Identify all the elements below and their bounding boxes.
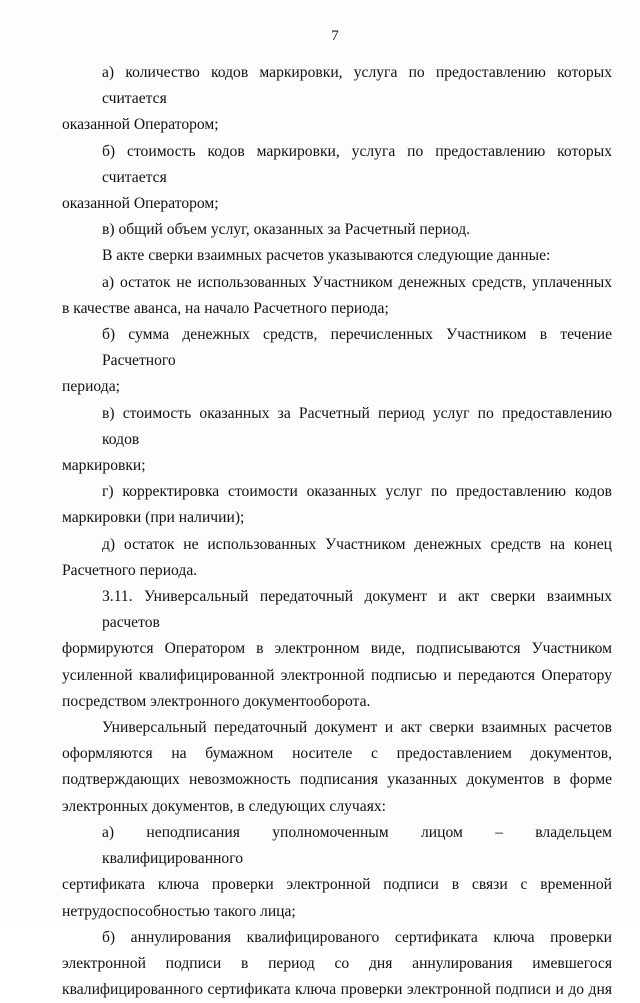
text-line: Расчетного периода. xyxy=(62,561,198,579)
text-line: б) аннулирования квалифицированого сертификата ключа проверки xyxy=(102,928,612,946)
paragraph-p7 xyxy=(62,401,612,480)
page-number: 7 xyxy=(331,28,339,44)
text-line: нетрудоспособностью такого лица; xyxy=(62,902,296,920)
text-line: электронной подписи в период со дня аннулирования имевшегося xyxy=(62,954,612,972)
text-line: маркировки; xyxy=(62,457,146,475)
text-line: усиленной квалифицированной электронной подписью и передаются Оператору xyxy=(62,666,612,684)
paragraph-p10 xyxy=(62,584,612,715)
paragraph-p8 xyxy=(62,479,612,531)
text-line: оказанной Оператором; xyxy=(62,116,219,134)
text-line: Универсальный передаточный документ и акт сверки взаимных расчетов xyxy=(102,719,612,737)
text-line: посредством электронного документооборота. xyxy=(62,692,371,710)
paragraph-p11 xyxy=(62,715,612,820)
text-line: а) остаток не использованных Участником денежных средств, уплаченных xyxy=(102,273,612,291)
text-line: подтверждающих невозможность подписания указанных документов в форме xyxy=(62,771,612,789)
document-body xyxy=(62,60,612,1003)
text-line: маркировки (при наличии); xyxy=(62,509,245,527)
text-line: сертификата ключа проверки электронной подписи в связи с временной xyxy=(62,876,612,894)
text-line: а) неподписания уполномоченным лицом – владельцем квалифицированного xyxy=(102,823,612,868)
text-line: оказанной Оператором; xyxy=(62,195,219,213)
paragraph-p12 xyxy=(62,820,612,925)
text-line: в качестве аванса, на начало Расчетного периода; xyxy=(62,299,389,317)
text-line: оформляются на бумажном носителе с предоставлением документов, xyxy=(62,745,612,763)
paragraph-p4 xyxy=(62,243,612,269)
text-line: периода; xyxy=(62,378,120,396)
text-line: в) стоимость оказанных за Расчетный период услуг по предоставлению кодов xyxy=(102,404,612,448)
paragraph-p9 xyxy=(62,532,612,584)
text-line: 3.11. Универсальный передаточный документ и акт сверки взаимных расчетов xyxy=(102,588,612,632)
text-line: б) сумма денежных средств, перечисленных Участником в течение Расчетного xyxy=(102,326,612,370)
paragraph-p13 xyxy=(62,925,612,1003)
paragraph-p5 xyxy=(62,270,612,322)
paragraph-p6 xyxy=(62,322,612,401)
text-line: квалифицированного сертификата ключа проверки электронной подписи и до дня xyxy=(62,981,612,999)
text-line: В акте сверки взаимных расчетов указываются следующие данные: xyxy=(102,247,551,265)
text-line: в) общий объем услуг, оказанных за Расчетный период. xyxy=(102,221,471,239)
text-line: а) количество кодов маркировки, услуга по предоставлению которых считается xyxy=(102,64,612,108)
text-line: формируются Оператором в электронном виде, подписываются Участником xyxy=(62,640,612,658)
paragraph-p1 xyxy=(62,60,612,139)
text-line: д) остаток не использованных Участником денежных средств на конец xyxy=(102,535,612,553)
text-line: б) стоимость кодов маркировки, услуга по предоставлению которых считается xyxy=(102,142,612,186)
paragraph-p2 xyxy=(62,139,612,218)
text-line: г) корректировка стоимости оказанных услуг по предоставлению кодов xyxy=(102,483,612,501)
paragraph-p3 xyxy=(62,217,612,243)
text-line: электронных документов, в следующих случаях: xyxy=(62,797,386,815)
